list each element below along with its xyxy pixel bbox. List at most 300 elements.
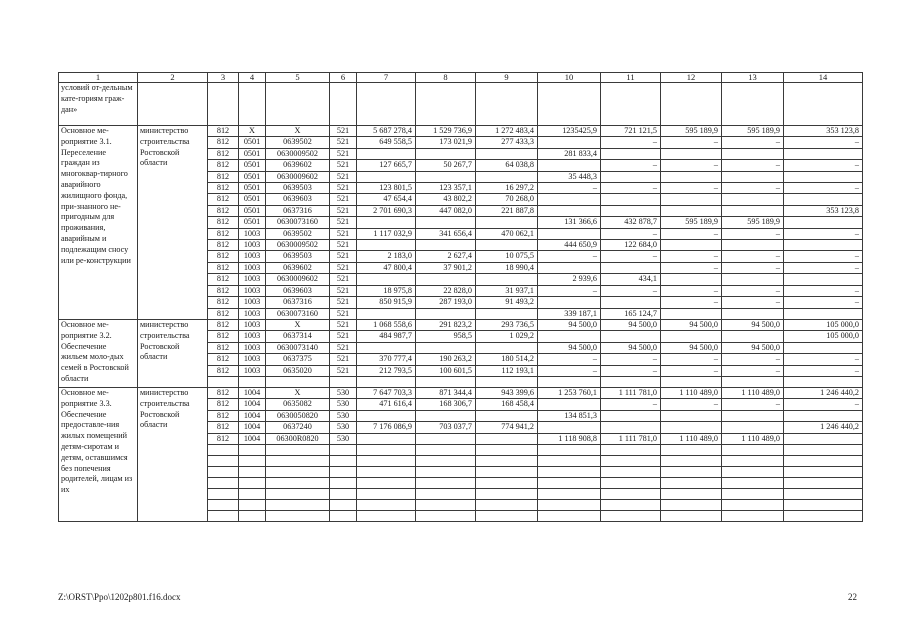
table-cell — [784, 217, 863, 228]
col-header: 13 — [722, 73, 784, 83]
table-cell: 530 — [330, 422, 357, 433]
table-cell — [722, 410, 784, 421]
table-cell — [476, 488, 538, 499]
col-header: 1 — [59, 73, 138, 83]
table-cell: 0639602 — [266, 262, 330, 273]
table-cell: 35 448,3 — [538, 171, 601, 182]
table-cell: 1003 — [239, 251, 266, 262]
table-cell: 0501 — [239, 160, 266, 171]
table-cell: 1003 — [239, 274, 266, 285]
table-cell: Х — [239, 126, 266, 137]
table-cell: 06300R0820 — [266, 433, 330, 444]
table-cell: 812 — [208, 217, 239, 228]
table-cell: 812 — [208, 331, 239, 342]
table-cell: – — [661, 399, 722, 410]
table-cell: – — [538, 285, 601, 296]
table-cell — [722, 274, 784, 285]
table-cell: – — [722, 137, 784, 148]
table-cell: 1 117 032,9 — [357, 228, 416, 239]
table-cell: 521 — [330, 262, 357, 273]
table-cell — [239, 376, 266, 387]
table-cell: 18 975,8 — [357, 285, 416, 296]
col-header: 3 — [208, 73, 239, 83]
table-cell: – — [722, 262, 784, 273]
table-cell: 470 062,1 — [476, 228, 538, 239]
table-cell — [601, 455, 661, 466]
table-cell: 94 500,0 — [722, 319, 784, 330]
table-cell: – — [601, 354, 661, 365]
table-cell: 94 500,0 — [661, 319, 722, 330]
col-header: 9 — [476, 73, 538, 83]
table-cell — [266, 455, 330, 466]
table-cell — [538, 331, 601, 342]
table-cell: – — [661, 354, 722, 365]
table-cell: 221 887,8 — [476, 205, 538, 216]
table-cell: 18 990,4 — [476, 262, 538, 273]
table-cell: – — [661, 262, 722, 273]
table-cell: – — [722, 399, 784, 410]
table-cell: 1 111 781,0 — [601, 433, 661, 444]
table-cell — [661, 205, 722, 216]
table-cell — [357, 410, 416, 421]
table-cell: 1 110 489,0 — [722, 433, 784, 444]
table-cell: 70 268,0 — [476, 194, 538, 205]
table-cell: 1003 — [239, 297, 266, 308]
table-cell: 180 514,2 — [476, 354, 538, 365]
table-cell: 1 246 440,2 — [784, 387, 863, 398]
table-cell — [661, 274, 722, 285]
table-cell: 94 500,0 — [722, 342, 784, 353]
table-cell: 0637316 — [266, 297, 330, 308]
table-cell: – — [661, 297, 722, 308]
table-cell: – — [722, 228, 784, 239]
table-cell: 1 110 489,0 — [722, 387, 784, 398]
table-cell: 1004 — [239, 433, 266, 444]
table-cell — [538, 477, 601, 488]
table-cell: 1 110 489,0 — [661, 433, 722, 444]
table-cell: 521 — [330, 285, 357, 296]
table-cell: 484 987,7 — [357, 331, 416, 342]
table-cell — [601, 444, 661, 455]
table-cell — [601, 410, 661, 421]
table-cell — [357, 433, 416, 444]
table-cell: 812 — [208, 274, 239, 285]
table-cell: 871 344,4 — [416, 387, 476, 398]
table-cell: – — [784, 262, 863, 273]
table-cell: – — [722, 365, 784, 376]
table-cell — [476, 171, 538, 182]
table-cell — [722, 376, 784, 387]
table-cell — [330, 444, 357, 455]
table-cell: 0639503 — [266, 251, 330, 262]
table-cell: – — [722, 297, 784, 308]
table-cell: 1003 — [239, 240, 266, 251]
table-cell — [208, 488, 239, 499]
table-cell: 122 684,0 — [601, 240, 661, 251]
table-cell: 1003 — [239, 228, 266, 239]
table-cell — [722, 444, 784, 455]
table-cell: – — [538, 251, 601, 262]
table-cell: 1004 — [239, 410, 266, 421]
table-cell: 0630073160 — [266, 217, 330, 228]
table-cell — [538, 160, 601, 171]
table-cell: 521 — [330, 228, 357, 239]
table-cell — [538, 376, 601, 387]
col-header: 8 — [416, 73, 476, 83]
table-cell — [661, 466, 722, 477]
table-cell: 0639602 — [266, 160, 330, 171]
table-cell — [266, 477, 330, 488]
table-cell — [784, 499, 863, 510]
table-cell — [722, 466, 784, 477]
table-cell — [661, 194, 722, 205]
table-cell: 2 183,0 — [357, 251, 416, 262]
table-cell: 812 — [208, 183, 239, 194]
table-cell: 43 802,2 — [416, 194, 476, 205]
table-cell: 168 306,7 — [416, 399, 476, 410]
table-cell: 47 654,4 — [357, 194, 416, 205]
table-cell — [239, 477, 266, 488]
table-cell — [330, 466, 357, 477]
table-cell — [538, 194, 601, 205]
table-cell: 595 189,9 — [722, 217, 784, 228]
table-cell: – — [601, 160, 661, 171]
table-cell: 131 366,6 — [538, 217, 601, 228]
table-cell: 447 082,0 — [416, 205, 476, 216]
table-cell — [601, 499, 661, 510]
table-cell: – — [601, 183, 661, 194]
table-cell: 0501 — [239, 183, 266, 194]
table-body — [59, 83, 863, 522]
table-cell — [538, 297, 601, 308]
table-cell — [722, 308, 784, 319]
table-cell — [538, 444, 601, 455]
table-cell — [266, 376, 330, 387]
table-cell: 812 — [208, 342, 239, 353]
table-cell: 105 000,0 — [784, 331, 863, 342]
table-cell — [476, 217, 538, 228]
table-cell: 1 029,2 — [476, 331, 538, 342]
table-cell: 812 — [208, 251, 239, 262]
table-cell: 958,5 — [416, 331, 476, 342]
table-cell: 100 601,5 — [416, 365, 476, 376]
table-cell: – — [661, 285, 722, 296]
table-cell: 444 650,9 — [538, 240, 601, 251]
table-cell: 0501 — [239, 194, 266, 205]
table-cell — [416, 148, 476, 159]
table-cell — [476, 148, 538, 159]
table-cell: 0637314 — [266, 331, 330, 342]
table-cell — [538, 510, 601, 521]
table-cell: 530 — [330, 433, 357, 444]
table-cell: 0637316 — [266, 205, 330, 216]
footer-file-path: Z:\ORST\Ppo\1202p801.f16.docx — [58, 592, 181, 602]
table-cell: 521 — [330, 160, 357, 171]
table-cell: Х — [266, 319, 330, 330]
table-cell: 1 110 489,0 — [661, 387, 722, 398]
table-cell — [239, 444, 266, 455]
table-cell — [330, 455, 357, 466]
table-cell — [784, 194, 863, 205]
table-cell: 1 111 781,0 — [601, 387, 661, 398]
table-cell — [476, 308, 538, 319]
table-cell — [476, 433, 538, 444]
table-cell — [357, 148, 416, 159]
table-cell: 190 263,2 — [416, 354, 476, 365]
table-cell: 0630050820 — [266, 410, 330, 421]
table-cell — [538, 455, 601, 466]
table-cell: 812 — [208, 399, 239, 410]
table-cell: – — [661, 251, 722, 262]
table-cell — [784, 410, 863, 421]
table-cell — [601, 466, 661, 477]
table-cell: – — [784, 228, 863, 239]
table-cell — [357, 217, 416, 228]
table-cell: 0637375 — [266, 354, 330, 365]
table-cell: 521 — [330, 319, 357, 330]
table-cell: 521 — [330, 171, 357, 182]
table-cell: – — [784, 285, 863, 296]
table-cell: – — [601, 137, 661, 148]
table-cell: 0501 — [239, 148, 266, 159]
table-cell: 812 — [208, 205, 239, 216]
table-cell: 812 — [208, 171, 239, 182]
table-cell: – — [661, 365, 722, 376]
table-cell — [722, 331, 784, 342]
table-cell — [661, 477, 722, 488]
table-cell — [208, 499, 239, 510]
table-cell — [208, 455, 239, 466]
table-cell: 521 — [330, 137, 357, 148]
table-cell — [538, 399, 601, 410]
table-cell: – — [722, 285, 784, 296]
col-header: 10 — [538, 73, 601, 83]
table-cell: 64 038,8 — [476, 160, 538, 171]
table-cell: 530 — [330, 387, 357, 398]
table-cell — [239, 466, 266, 477]
table-cell — [416, 274, 476, 285]
table-cell: 94 500,0 — [601, 319, 661, 330]
table-cell — [538, 137, 601, 148]
table-cell: 521 — [330, 297, 357, 308]
table-cell — [416, 510, 476, 521]
measure-description: Основное ме-роприятие 3.3. Обеспечение предоставле-ния жилых помещений детям-сиротам и детям, оставшимся без попечения родителей, лицам из их — [59, 387, 138, 521]
table-cell — [722, 510, 784, 521]
table-cell: 0630009502 — [266, 148, 330, 159]
table-cell — [416, 308, 476, 319]
table-cell: 22 828,0 — [416, 285, 476, 296]
table-cell — [330, 510, 357, 521]
table-cell: 0630009602 — [266, 171, 330, 182]
table-cell: 850 915,9 — [357, 297, 416, 308]
table-cell — [208, 376, 239, 387]
table-cell: 370 777,4 — [357, 354, 416, 365]
table-cell: 353 123,8 — [784, 126, 863, 137]
table-cell: 521 — [330, 331, 357, 342]
table-cell — [722, 488, 784, 499]
table-cell: 521 — [330, 354, 357, 365]
table-cell: – — [538, 365, 601, 376]
table-cell — [208, 444, 239, 455]
table-cell: 353 123,8 — [784, 205, 863, 216]
table-cell: 0639603 — [266, 194, 330, 205]
table-cell: 649 558,5 — [357, 137, 416, 148]
table-cell — [784, 433, 863, 444]
table-cell: 812 — [208, 422, 239, 433]
table-cell: 1 529 736,9 — [416, 126, 476, 137]
table-row — [59, 387, 863, 398]
table-cell: 812 — [208, 365, 239, 376]
table-cell: 1003 — [239, 308, 266, 319]
table-cell: 0501 — [239, 205, 266, 216]
table-cell — [266, 510, 330, 521]
table-cell: 0501 — [239, 171, 266, 182]
table-cell — [661, 240, 722, 251]
table-cell — [601, 422, 661, 433]
table-cell: 0639502 — [266, 228, 330, 239]
table-cell: – — [784, 297, 863, 308]
table-cell: 277 433,3 — [476, 137, 538, 148]
table-cell: 10 075,5 — [476, 251, 538, 262]
table-cell — [661, 308, 722, 319]
col-header: 6 — [330, 73, 357, 83]
table-cell: 0639503 — [266, 183, 330, 194]
table-cell: 471 616,4 — [357, 399, 416, 410]
table-cell: 112 193,1 — [476, 365, 538, 376]
table-cell: – — [722, 251, 784, 262]
table-cell — [266, 499, 330, 510]
table-cell — [239, 499, 266, 510]
table-cell — [784, 455, 863, 466]
table-cell — [722, 477, 784, 488]
table-cell — [538, 422, 601, 433]
table-cell — [538, 262, 601, 273]
table-cell: 521 — [330, 308, 357, 319]
table-cell: – — [538, 183, 601, 194]
table-cell: 812 — [208, 228, 239, 239]
table-cell — [476, 342, 538, 353]
col-header: 4 — [239, 73, 266, 83]
table-cell — [476, 410, 538, 421]
table-cell — [661, 422, 722, 433]
col-header: 5 — [266, 73, 330, 83]
table-cell: 94 500,0 — [538, 319, 601, 330]
table-cell: – — [784, 354, 863, 365]
col-header: 12 — [661, 73, 722, 83]
table-cell: 1 068 558,6 — [357, 319, 416, 330]
table-cell — [357, 499, 416, 510]
table-cell: 31 937,1 — [476, 285, 538, 296]
table-cell — [330, 477, 357, 488]
table-cell: 521 — [330, 274, 357, 285]
table-cell: 812 — [208, 148, 239, 159]
table-cell: 5 687 278,4 — [357, 126, 416, 137]
table-cell: 595 189,9 — [661, 126, 722, 137]
table-cell — [601, 262, 661, 273]
table-cell — [538, 499, 601, 510]
table-cell — [416, 455, 476, 466]
table-cell: 105 000,0 — [784, 319, 863, 330]
table-cell — [416, 171, 476, 182]
table-cell — [722, 499, 784, 510]
table-cell: 94 500,0 — [661, 342, 722, 353]
table-cell — [416, 217, 476, 228]
table-cell: 812 — [208, 137, 239, 148]
table-cell: 434,1 — [601, 274, 661, 285]
table-cell: 812 — [208, 354, 239, 365]
table-cell: 1 253 760,1 — [538, 387, 601, 398]
table-cell: Х — [266, 126, 330, 137]
table-cell: 0501 — [239, 137, 266, 148]
table-cell — [722, 422, 784, 433]
table-cell — [601, 297, 661, 308]
table-cell — [601, 331, 661, 342]
table-cell — [784, 171, 863, 182]
table-cell: 521 — [330, 342, 357, 353]
table-cell — [416, 433, 476, 444]
table-cell: 812 — [208, 319, 239, 330]
table-cell: 0501 — [239, 217, 266, 228]
col-header: 7 — [357, 73, 416, 83]
table-cell: – — [784, 251, 863, 262]
table-cell — [208, 510, 239, 521]
header-row — [59, 73, 863, 83]
table-cell: 1004 — [239, 387, 266, 398]
table-cell — [784, 342, 863, 353]
table-cell: – — [784, 183, 863, 194]
table-cell: 1003 — [239, 331, 266, 342]
table-cell — [357, 510, 416, 521]
table-cell: 0630009602 — [266, 274, 330, 285]
table-cell: 432 878,7 — [601, 217, 661, 228]
table-cell — [476, 499, 538, 510]
table-cell — [357, 444, 416, 455]
table-cell: 281 833,4 — [538, 148, 601, 159]
table-cell — [357, 477, 416, 488]
measure-description: Основное ме-роприятие 3.2. Обеспечение жильем моло-дых семей в Ростовской области — [59, 319, 138, 387]
table-cell: 1004 — [239, 422, 266, 433]
table-cell — [601, 510, 661, 521]
table-cell: – — [661, 228, 722, 239]
table-cell: 0630073140 — [266, 342, 330, 353]
table-cell: 1003 — [239, 262, 266, 273]
budget-table — [58, 72, 863, 522]
continuation-text: условий от-дельным кате-гориям граж-дан» — [59, 83, 138, 126]
measure-description: Основное ме-роприятие 3.1. Переселение граждан из многоквар-тирного аварийного жилищного фонда, при-знанного не-пригодным для проживания, аварийным и подлежащим сносу или ре-конструкции — [59, 126, 138, 320]
table-cell — [538, 205, 601, 216]
table-cell: 0630009502 — [266, 240, 330, 251]
table-cell: 812 — [208, 433, 239, 444]
table-cell: – — [722, 354, 784, 365]
table-cell — [416, 240, 476, 251]
table-cell: 287 193,0 — [416, 297, 476, 308]
table-cell: 721 121,5 — [601, 126, 661, 137]
table-cell — [722, 148, 784, 159]
table-cell — [784, 376, 863, 387]
col-header: 14 — [784, 73, 863, 83]
table-cell — [722, 171, 784, 182]
table-cell — [661, 488, 722, 499]
table-cell: 7 176 086,9 — [357, 422, 416, 433]
table-cell — [601, 477, 661, 488]
table-cell — [239, 488, 266, 499]
table-cell: 595 189,9 — [661, 217, 722, 228]
table-cell — [661, 171, 722, 182]
table-cell — [476, 240, 538, 251]
table-cell: – — [784, 137, 863, 148]
table-cell: 1 272 483,4 — [476, 126, 538, 137]
table-cell: 1003 — [239, 354, 266, 365]
